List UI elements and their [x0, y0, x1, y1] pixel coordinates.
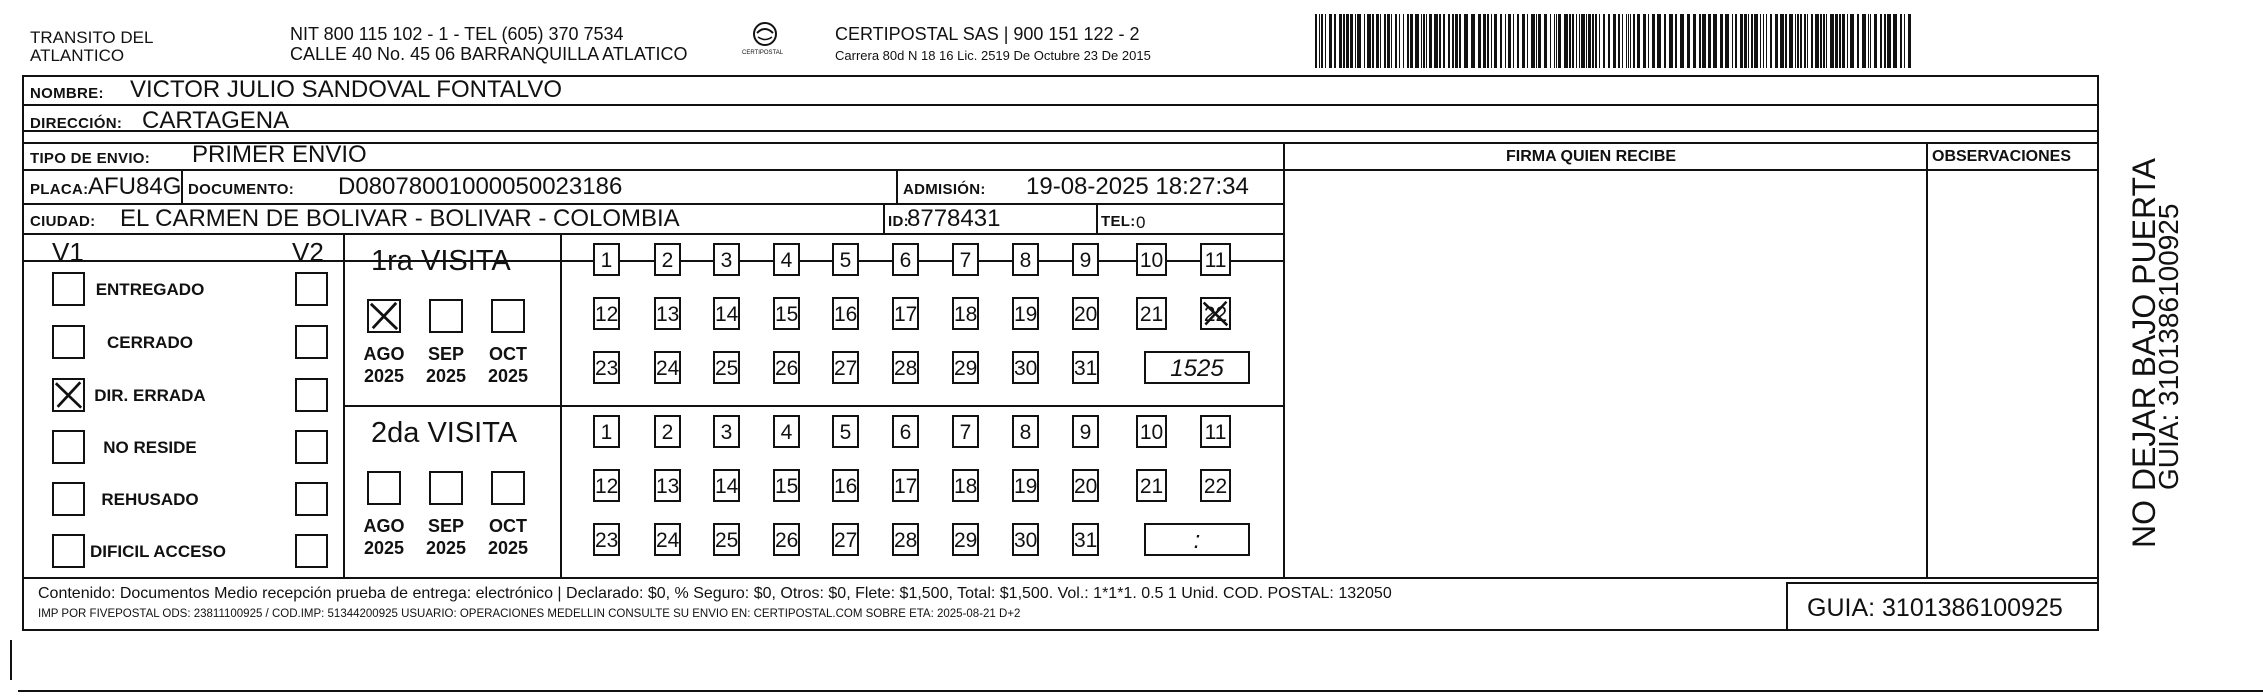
- barcode-bar: [1839, 14, 1841, 68]
- month-label: OCT: [489, 344, 527, 364]
- barcode-bar: [1637, 14, 1640, 68]
- id-value: 8778431: [907, 205, 1001, 232]
- barcode-bar: [1558, 14, 1561, 68]
- day-box[interactable]: 12: [593, 297, 620, 330]
- day-box[interactable]: 3: [713, 415, 740, 448]
- barcode-bar: [1820, 14, 1822, 68]
- day-box[interactable]: 24: [654, 523, 681, 556]
- no-dejar-text: NO DEJAR BAJO PUERTA: [2126, 158, 2162, 548]
- day-box[interactable]: 11: [1200, 243, 1231, 276]
- day-box[interactable]: [1200, 297, 1231, 330]
- v2-checkbox[interactable]: [295, 272, 328, 306]
- barcode-bar: [1884, 14, 1886, 68]
- barcode-bar: [1426, 14, 1427, 68]
- id-label: ID:: [888, 213, 909, 230]
- barcode-bar: [1343, 14, 1345, 68]
- placa-value: AFU84G: [88, 173, 182, 200]
- barcode-bar: [1630, 14, 1631, 68]
- day-box[interactable]: 11: [1200, 415, 1231, 448]
- barcode-bar: [1702, 14, 1706, 68]
- barcode-bar: [1554, 14, 1555, 68]
- barcode-bar: [1491, 14, 1492, 68]
- barcode-bar: [1669, 14, 1673, 68]
- imp-text: IMP POR FIVEPOSTAL ODS: 23811100925 / COD.IMP: 51344200925 USUARIO: OPERACIONES MEDELLIN CONSULTE SU ENVIO EN: CERTIPOSTAL.COM SOBRE ETA: 2025-08-21 D+2: [38, 608, 1021, 620]
- barcode-bar: [1522, 14, 1525, 68]
- day-box[interactable]: 20: [1072, 297, 1099, 330]
- barcode-bar: [1720, 14, 1723, 68]
- day-box[interactable]: 10: [1136, 415, 1167, 448]
- day-box[interactable]: 22: [1200, 469, 1231, 502]
- time-box[interactable]: 1525: [1144, 351, 1250, 384]
- certipostal-logo: [740, 20, 790, 62]
- status-label: CERRADO: [107, 333, 193, 352]
- year-label: 2025: [487, 366, 529, 386]
- barcode-bar: [1599, 14, 1600, 68]
- barcode-bar: [1893, 14, 1897, 68]
- barcode-bar: [1355, 14, 1356, 68]
- barcode-bar: [1830, 14, 1834, 68]
- barcode-bar: [1579, 14, 1580, 68]
- sender-line2: ATLANTICO: [30, 46, 125, 65]
- day-box[interactable]: 18: [952, 469, 979, 502]
- barcode-bar: [1708, 14, 1711, 68]
- barcode-bar: [1395, 14, 1397, 68]
- day-box[interactable]: 30: [1012, 351, 1039, 384]
- direccion-value: CARTAGENA: [142, 107, 290, 134]
- day-box[interactable]: 21: [1136, 297, 1167, 330]
- day-box[interactable]: 9: [1072, 243, 1099, 276]
- barcode-bar: [1421, 14, 1422, 68]
- barcode-bar: [1622, 14, 1623, 68]
- month-checkbox[interactable]: [429, 471, 463, 505]
- day-box[interactable]: 6: [892, 415, 919, 448]
- contenido-text: Contenido: Documentos Medio recepción prueba de entrega: electrónico | Declarado: $0, % Seguro: $0, Otros: $0, Flete: $1,500, Total: $1,500. Vol.: 1*1*1. 0.5 1 Unid. COD. POSTAL: 132050: [38, 585, 1392, 602]
- day-box[interactable]: 4: [773, 415, 800, 448]
- barcode-bar: [1760, 14, 1761, 68]
- barcode-bar: [1452, 14, 1454, 68]
- v2-checkbox[interactable]: [295, 378, 328, 412]
- barcode-bar: [1633, 14, 1635, 68]
- barcode-bar: [1868, 14, 1869, 68]
- time-box[interactable]: :: [1144, 523, 1250, 556]
- barcode-bar: [1626, 14, 1627, 68]
- year-label: 2025: [487, 538, 529, 558]
- barcode-bar: [1874, 14, 1877, 68]
- barcode-bar: [1763, 14, 1764, 68]
- day-box[interactable]: 18: [952, 297, 979, 330]
- barcode-bar: [1325, 14, 1326, 68]
- placa-label: PLACA:: [30, 181, 89, 198]
- barcode-bar: [1586, 14, 1587, 68]
- barcode-bar: [1572, 14, 1574, 68]
- barcode-bar: [1439, 14, 1441, 68]
- barcode-bar: [1608, 14, 1610, 68]
- barcode-bar: [1785, 14, 1787, 68]
- day-box[interactable]: 31: [1072, 523, 1099, 556]
- tipo-value: PRIMER ENVIO: [192, 141, 367, 168]
- day-box[interactable]: 12: [593, 469, 620, 502]
- barcode-bar: [1564, 14, 1568, 68]
- barcode-bar: [1550, 14, 1551, 68]
- barcode-bar: [1478, 14, 1481, 68]
- barcode-graphic: [1315, 14, 1913, 68]
- status-label: REHUSADO: [101, 490, 199, 509]
- barcode-bar: [1835, 14, 1838, 68]
- barcode-bar: [1693, 14, 1696, 68]
- status-label: NO RESIDE: [103, 438, 197, 457]
- x-mark-icon: [369, 301, 399, 331]
- carrier-line1: CERTIPOSTAL SAS | 900 151 122 - 2: [835, 24, 1140, 44]
- day-box[interactable]: 14: [713, 297, 740, 330]
- barcode-bar: [1652, 14, 1655, 68]
- v2-checkbox[interactable]: [295, 482, 328, 516]
- day-box[interactable]: 30: [1012, 523, 1039, 556]
- day-box[interactable]: 17: [892, 297, 919, 330]
- sender-line1: TRANSITO DEL: [30, 28, 154, 47]
- day-box[interactable]: 16: [832, 469, 859, 502]
- status-label: DIR. ERRADA: [94, 386, 206, 405]
- barcode-bar: [1448, 14, 1450, 68]
- barcode-bar: [1423, 14, 1425, 68]
- barcode-bar: [1544, 14, 1547, 68]
- month-checkbox[interactable]: [429, 299, 463, 333]
- day-box[interactable]: 13: [654, 297, 681, 330]
- barcode-bar: [1576, 14, 1577, 68]
- column-divider: [1283, 142, 1285, 577]
- barcode-bar: [1699, 14, 1701, 68]
- barcode-bar: [1735, 14, 1737, 68]
- month-checkbox[interactable]: [367, 299, 401, 333]
- month-label: SEP: [427, 516, 465, 536]
- bottom-rule: [18, 690, 2263, 692]
- barcode-bar: [1780, 14, 1784, 68]
- barcode-bar: [1744, 14, 1747, 68]
- day-box[interactable]: 8: [1012, 243, 1039, 276]
- carrier-line2: Carrera 80d N 18 16 Lic. 2519 De Octubre 23 De 2015: [835, 48, 1151, 63]
- day-box[interactable]: 2: [654, 243, 681, 276]
- barcode-bar: [1531, 14, 1535, 68]
- tel-label: TEL:: [1101, 213, 1136, 230]
- year-label: 2025: [363, 366, 405, 386]
- day-box[interactable]: 29: [952, 523, 979, 556]
- barcode-bar: [1357, 14, 1361, 68]
- barcode-bar: [1775, 14, 1778, 68]
- day-box[interactable]: 3: [713, 243, 740, 276]
- logo-text: CERTIPOSTAL: [742, 50, 784, 56]
- barcode-bar: [1443, 14, 1445, 68]
- month-checkbox[interactable]: [491, 471, 525, 505]
- barcode-bar: [1618, 14, 1620, 68]
- day-box[interactable]: 23: [593, 351, 620, 384]
- barcode-bar: [1880, 14, 1882, 68]
- v2-checkbox[interactable]: [295, 430, 328, 464]
- barcode-bar: [1904, 14, 1905, 68]
- barcode-bar: [1887, 14, 1891, 68]
- day-box[interactable]: 5: [832, 243, 859, 276]
- barcode-bar: [1455, 14, 1458, 68]
- barcode-bar: [1527, 14, 1528, 68]
- documento-label: DOCUMENTO:: [188, 181, 295, 198]
- status-label: ENTREGADO: [95, 280, 205, 299]
- month-checkbox[interactable]: [367, 471, 401, 505]
- barcode-bar: [1800, 14, 1802, 68]
- nombre-value: VICTOR JULIO SANDOVAL FONTALVO: [130, 76, 563, 103]
- day-box[interactable]: 2: [654, 415, 681, 448]
- barcode-bar: [1592, 14, 1594, 68]
- barcode-bar: [1770, 14, 1772, 68]
- admision-label: ADMISIÓN:: [903, 181, 986, 198]
- side-strip: [2098, 75, 2100, 631]
- observaciones-header: OBSERVACIONES: [1932, 148, 2071, 165]
- row-divider: [22, 104, 2099, 106]
- visit-title: 1ra VISITA: [371, 245, 511, 277]
- barcode-bar: [1823, 14, 1825, 68]
- day-box[interactable]: 13: [654, 469, 681, 502]
- day-box[interactable]: 7: [952, 243, 979, 276]
- barcode-bar: [1346, 14, 1349, 68]
- barcode-bar: [1513, 14, 1514, 68]
- day-box[interactable]: 17: [892, 469, 919, 502]
- documento-value: D08078001000050023186: [338, 173, 623, 200]
- day-box[interactable]: 28: [892, 523, 919, 556]
- barcode-bar: [1536, 14, 1537, 68]
- row-divider: [22, 233, 1284, 235]
- barcode-bar: [1588, 14, 1591, 68]
- barcode-bar: [1826, 14, 1827, 68]
- barcode-bar: [1403, 14, 1404, 68]
- barcode-bar: [1807, 14, 1808, 68]
- barcode-bar: [1751, 14, 1753, 68]
- barcode-bar: [1384, 14, 1386, 68]
- visit-title: 2da VISITA: [371, 417, 518, 449]
- guia-box-text: GUIA: 3101386100925: [1807, 594, 2063, 622]
- barcode-bar: [1900, 14, 1902, 68]
- barcode-bar: [1321, 14, 1323, 68]
- barcode-bar: [1748, 14, 1749, 68]
- barcode-bar: [1434, 14, 1438, 68]
- ciudad-label: CIUDAD:: [30, 213, 96, 230]
- day-box[interactable]: 20: [1072, 469, 1099, 502]
- cell-divider: [1096, 203, 1098, 233]
- month-label: AGO: [363, 344, 405, 364]
- nit-line: NIT 800 115 102 - 1 - TEL (605) 370 7534: [290, 24, 624, 44]
- barcode-bar: [1842, 14, 1845, 68]
- day-box[interactable]: 10: [1136, 243, 1167, 276]
- day-box[interactable]: 24: [654, 351, 681, 384]
- address-line: CALLE 40 No. 45 06 BARRANQUILLA ATLATICO: [290, 44, 688, 64]
- barcode-bar: [1908, 14, 1911, 68]
- barcode-bar: [1329, 14, 1332, 68]
- barcode-bar: [1483, 14, 1486, 68]
- day-box[interactable]: 29: [952, 351, 979, 384]
- barcode-bar: [1415, 14, 1419, 68]
- barcode-bar: [1870, 14, 1871, 68]
- barcode-bar: [1850, 14, 1854, 68]
- barcode-bar: [1581, 14, 1585, 68]
- day-box[interactable]: 9: [1072, 415, 1099, 448]
- barcode-bar: [1595, 14, 1597, 68]
- barcode-bar: [1613, 14, 1616, 68]
- barcode-bar: [1687, 14, 1690, 68]
- barcode-bar: [1754, 14, 1758, 68]
- barcode-bar: [1789, 14, 1793, 68]
- day-box[interactable]: 31: [1072, 351, 1099, 384]
- barcode-bar: [1505, 14, 1506, 68]
- v2-label: V2: [292, 237, 324, 267]
- barcode-bar: [1464, 14, 1468, 68]
- barcode-bar: [1494, 14, 1497, 68]
- year-label: 2025: [425, 538, 467, 558]
- direccion-label: DIRECCIÓN:: [30, 115, 123, 132]
- admision-value: 19-08-2025 18:27:34: [1026, 173, 1249, 200]
- day-box[interactable]: 4: [773, 243, 800, 276]
- day-box[interactable]: 26: [773, 351, 800, 384]
- tipo-label: TIPO DE ENVIO:: [30, 150, 151, 167]
- barcode-bar: [1664, 14, 1666, 68]
- month-checkbox[interactable]: [491, 299, 525, 333]
- month-label: AGO: [363, 516, 405, 536]
- day-box[interactable]: 8: [1012, 415, 1039, 448]
- barcode-bar: [1517, 14, 1519, 68]
- barcode-bar: [1795, 14, 1796, 68]
- barcode-bar: [1339, 14, 1342, 68]
- v2-checkbox[interactable]: [295, 534, 328, 568]
- barcode-bar: [1628, 14, 1629, 68]
- v1-label: V1: [52, 237, 84, 267]
- day-box[interactable]: 19: [1012, 297, 1039, 330]
- day-box[interactable]: 21: [1136, 469, 1167, 502]
- day-box[interactable]: 14: [713, 469, 740, 502]
- barcode-bar: [1319, 14, 1320, 68]
- barcode-bar: [1732, 14, 1733, 68]
- day-box[interactable]: 1: [593, 415, 620, 448]
- barcode-bar: [1380, 14, 1381, 68]
- visit-row-divider: [343, 405, 1284, 407]
- barcode-bar: [1847, 14, 1848, 68]
- row-divider: [22, 130, 2099, 132]
- barcode-bar: [1675, 14, 1677, 68]
- day-number: 22: [1203, 303, 1228, 326]
- barcode-bar: [1569, 14, 1571, 68]
- day-box[interactable]: 15: [773, 297, 800, 330]
- barcode-bar: [1500, 14, 1502, 68]
- year-label: 2025: [425, 366, 467, 386]
- barcode-bar: [1643, 14, 1646, 68]
- barcode-bar: [1429, 14, 1432, 68]
- cell-divider: [896, 169, 898, 203]
- barcode: [1315, 14, 1913, 68]
- barcode-bar: [1372, 14, 1374, 68]
- barcode-bar: [1648, 14, 1649, 68]
- tel-value: 0: [1136, 213, 1146, 232]
- day-box[interactable]: 7: [952, 415, 979, 448]
- barcode-bar: [1487, 14, 1489, 68]
- barcode-bar: [1376, 14, 1379, 68]
- barcode-bar: [1399, 14, 1400, 68]
- barcode-bar: [1459, 14, 1461, 68]
- day-box[interactable]: 27: [832, 351, 859, 384]
- day-box[interactable]: 25: [713, 351, 740, 384]
- barcode-bar: [1556, 14, 1557, 68]
- ciudad-value: EL CARMEN DE BOLIVAR - BOLIVAR - COLOMBIA: [120, 205, 680, 232]
- barcode-bar: [1725, 14, 1729, 68]
- v2-checkbox[interactable]: [295, 325, 328, 359]
- barcode-bar: [1680, 14, 1684, 68]
- day-box[interactable]: 25: [713, 523, 740, 556]
- row-divider: [1283, 169, 2099, 171]
- side-guia-text: GUIA: 3101386100925: [2153, 203, 2184, 490]
- barcode-bar: [1471, 14, 1475, 68]
- barcode-bar: [1350, 14, 1353, 68]
- column-divider: [1926, 142, 1928, 577]
- month-label: SEP: [427, 344, 465, 364]
- day-box[interactable]: 26: [773, 523, 800, 556]
- barcode-bar: [1334, 14, 1336, 68]
- day-box[interactable]: 23: [593, 523, 620, 556]
- firma-header: FIRMA QUIEN RECIBE: [1506, 148, 1677, 165]
- barcode-bar: [1387, 14, 1390, 68]
- barcode-bar: [1657, 14, 1661, 68]
- barcode-bar: [1811, 14, 1813, 68]
- day-box[interactable]: 28: [892, 351, 919, 384]
- barcode-bar: [1603, 14, 1605, 68]
- barcode-bar: [1538, 14, 1541, 68]
- status-label: DIFICIL ACCESO: [89, 542, 226, 561]
- day-box[interactable]: 15: [773, 469, 800, 502]
- barcode-bar: [1804, 14, 1806, 68]
- day-box[interactable]: 27: [832, 523, 859, 556]
- cell-divider: [883, 203, 885, 233]
- barcode-bar: [1315, 14, 1317, 68]
- barcode-bar: [1857, 14, 1859, 68]
- day-box[interactable]: 5: [832, 415, 859, 448]
- day-box[interactable]: 16: [832, 297, 859, 330]
- barcode-bar: [1364, 14, 1365, 68]
- day-box[interactable]: 1: [593, 243, 620, 276]
- barcode-bar: [1713, 14, 1717, 68]
- barcode-bar: [1367, 14, 1371, 68]
- day-box[interactable]: 19: [1012, 469, 1039, 502]
- row-divider: [22, 577, 2099, 579]
- guia-box: [1786, 582, 2099, 631]
- year-label: 2025: [363, 538, 405, 558]
- month-label: OCT: [489, 516, 527, 536]
- barcode-bar: [1766, 14, 1767, 68]
- nombre-label: NOMBRE:: [30, 85, 104, 102]
- day-box[interactable]: 6: [892, 243, 919, 276]
- barcode-bar: [1391, 14, 1392, 68]
- barcode-bar: [1740, 14, 1743, 68]
- barcode-bar: [1410, 14, 1413, 68]
- barcode-bar: [1797, 14, 1799, 68]
- barcode-bar: [1862, 14, 1866, 68]
- barcode-bar: [1815, 14, 1819, 68]
- barcode-bar: [1508, 14, 1511, 68]
- barcode-bar: [1407, 14, 1409, 68]
- left-edge: [10, 640, 12, 680]
